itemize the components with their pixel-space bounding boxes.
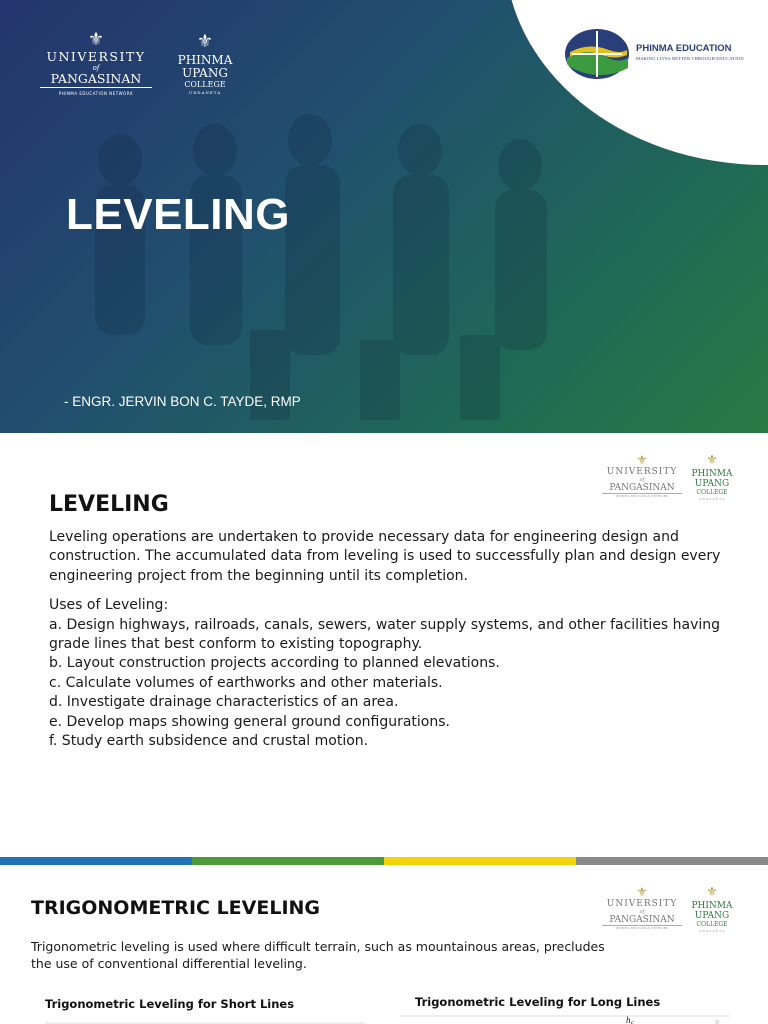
phinma-education-tagline: MAKING LIVES BETTER THROUGH EDUCATION xyxy=(636,56,744,61)
crest-icon: ⚜ xyxy=(706,885,718,900)
university-of-pangasinan-logo xyxy=(602,885,682,931)
slide-divider-bar xyxy=(0,857,768,865)
use-item: c. Calculate volumes of earthworks and other materials. xyxy=(49,674,443,691)
crest-icon: ⚜ xyxy=(196,31,214,52)
use-item: b. Layout construction projects according to planned elevations. xyxy=(49,655,500,672)
university-of-pangasinan-logo xyxy=(40,30,152,97)
slide-body xyxy=(49,528,739,751)
globe-icon xyxy=(564,28,630,80)
logo-text-line: of xyxy=(92,64,100,72)
logo-text-line: PHINMA xyxy=(691,469,733,479)
presentation-title: LEVELING xyxy=(66,190,291,239)
use-item: f. Study earth subsidence and crustal motion. xyxy=(49,733,369,750)
phinma-education-logo xyxy=(564,28,754,84)
crest-icon: ⚜ xyxy=(636,453,648,467)
long-lines-subtitle: Trigonometric Leveling for Long Lines xyxy=(415,995,661,1009)
logo-text-line: of xyxy=(639,909,645,915)
divider-segment-blue xyxy=(0,857,192,865)
use-item: e. Develop maps showing general ground configurations. xyxy=(49,713,450,730)
logo-text-line: PHINMA EDUCATION NETWORK xyxy=(58,91,134,96)
logo-text-line: UPANG xyxy=(694,479,730,489)
logo-text-line: COLLEGE xyxy=(696,921,728,928)
logo-text-line: PANGASINAN xyxy=(602,915,682,926)
logo-text-line: UNIVERSITY xyxy=(46,49,146,64)
logo-text-line: COLLEGE xyxy=(696,489,728,496)
short-lines-figure xyxy=(45,1015,365,1024)
use-item: a. Design highways, railroads, canals, sewers, water supply systems, and other facilities having grade lines that best conform to existing topography. xyxy=(49,616,721,653)
slide-body: Trigonometric leveling is used where difficult terrain, such as mountainous areas, precludes the use of conventional differential leveling. xyxy=(31,939,605,971)
logo-text-line: PHINMA xyxy=(691,901,733,911)
logo-text-line: URDANETA xyxy=(188,90,222,95)
logo-text-line: PHINMA xyxy=(177,53,233,67)
divider-segment-yellow xyxy=(384,857,576,865)
logo-text-line: URDANETA xyxy=(698,929,726,933)
intro-paragraph: Leveling operations are undertaken to provide necessary data for engineering design and construction. The accumulated data from leveling is used to successfully plan and design every engineering project from the beginning until its completion. xyxy=(49,529,721,584)
slide-title: LEVELING xyxy=(49,492,169,517)
phinma-education-name: PHINMA EDUCATION xyxy=(636,43,732,54)
use-item: d. Investigate drainage characteristics of an area. xyxy=(49,694,399,711)
logo-text-line: PANGASINAN xyxy=(40,72,152,88)
logo-text-line: URDANETA xyxy=(698,497,726,501)
logo-text-line: UPANG xyxy=(694,911,730,921)
logo-text-line: COLLEGE xyxy=(184,80,226,89)
logo-text-line: PANGASINAN xyxy=(602,483,682,494)
logo-text-line: PHINMA EDUCATION NETWORK xyxy=(615,494,669,498)
logo-text-line: of xyxy=(639,477,645,483)
crest-icon: ⚜ xyxy=(87,29,105,50)
figure-label-sub: c xyxy=(631,1020,634,1024)
divider-segment-green xyxy=(192,857,384,865)
logo-text-line: UNIVERSITY xyxy=(606,467,678,477)
phinma-upang-logo xyxy=(687,885,737,934)
presentation-author: - ENGR. JERVIN BON C. TAYDE, RMP xyxy=(64,394,301,409)
figure-label-h: h xyxy=(626,1015,631,1024)
phinma-upang-logo xyxy=(170,30,240,96)
trigonometric-leveling-slide xyxy=(0,865,768,1024)
long-lines-figure xyxy=(400,1013,730,1024)
logo-text-line: UPANG xyxy=(182,66,228,80)
svg-text:○: ○ xyxy=(715,1019,720,1024)
leveling-slide xyxy=(0,433,768,855)
divider-segment-gray xyxy=(576,857,768,865)
uses-heading: Uses of Leveling: xyxy=(49,597,169,614)
crest-icon: ⚜ xyxy=(636,885,648,899)
title-slide xyxy=(0,0,768,433)
slide-title: TRIGONOMETRIC LEVELING xyxy=(31,897,321,919)
logo-text-line: UNIVERSITY xyxy=(606,899,678,909)
crest-icon: ⚜ xyxy=(706,453,718,468)
logo-text-line: PHINMA EDUCATION NETWORK xyxy=(615,926,669,930)
university-of-pangasinan-logo xyxy=(602,453,682,499)
phinma-upang-logo xyxy=(687,453,737,502)
short-lines-subtitle: Trigonometric Leveling for Short Lines xyxy=(45,997,295,1011)
